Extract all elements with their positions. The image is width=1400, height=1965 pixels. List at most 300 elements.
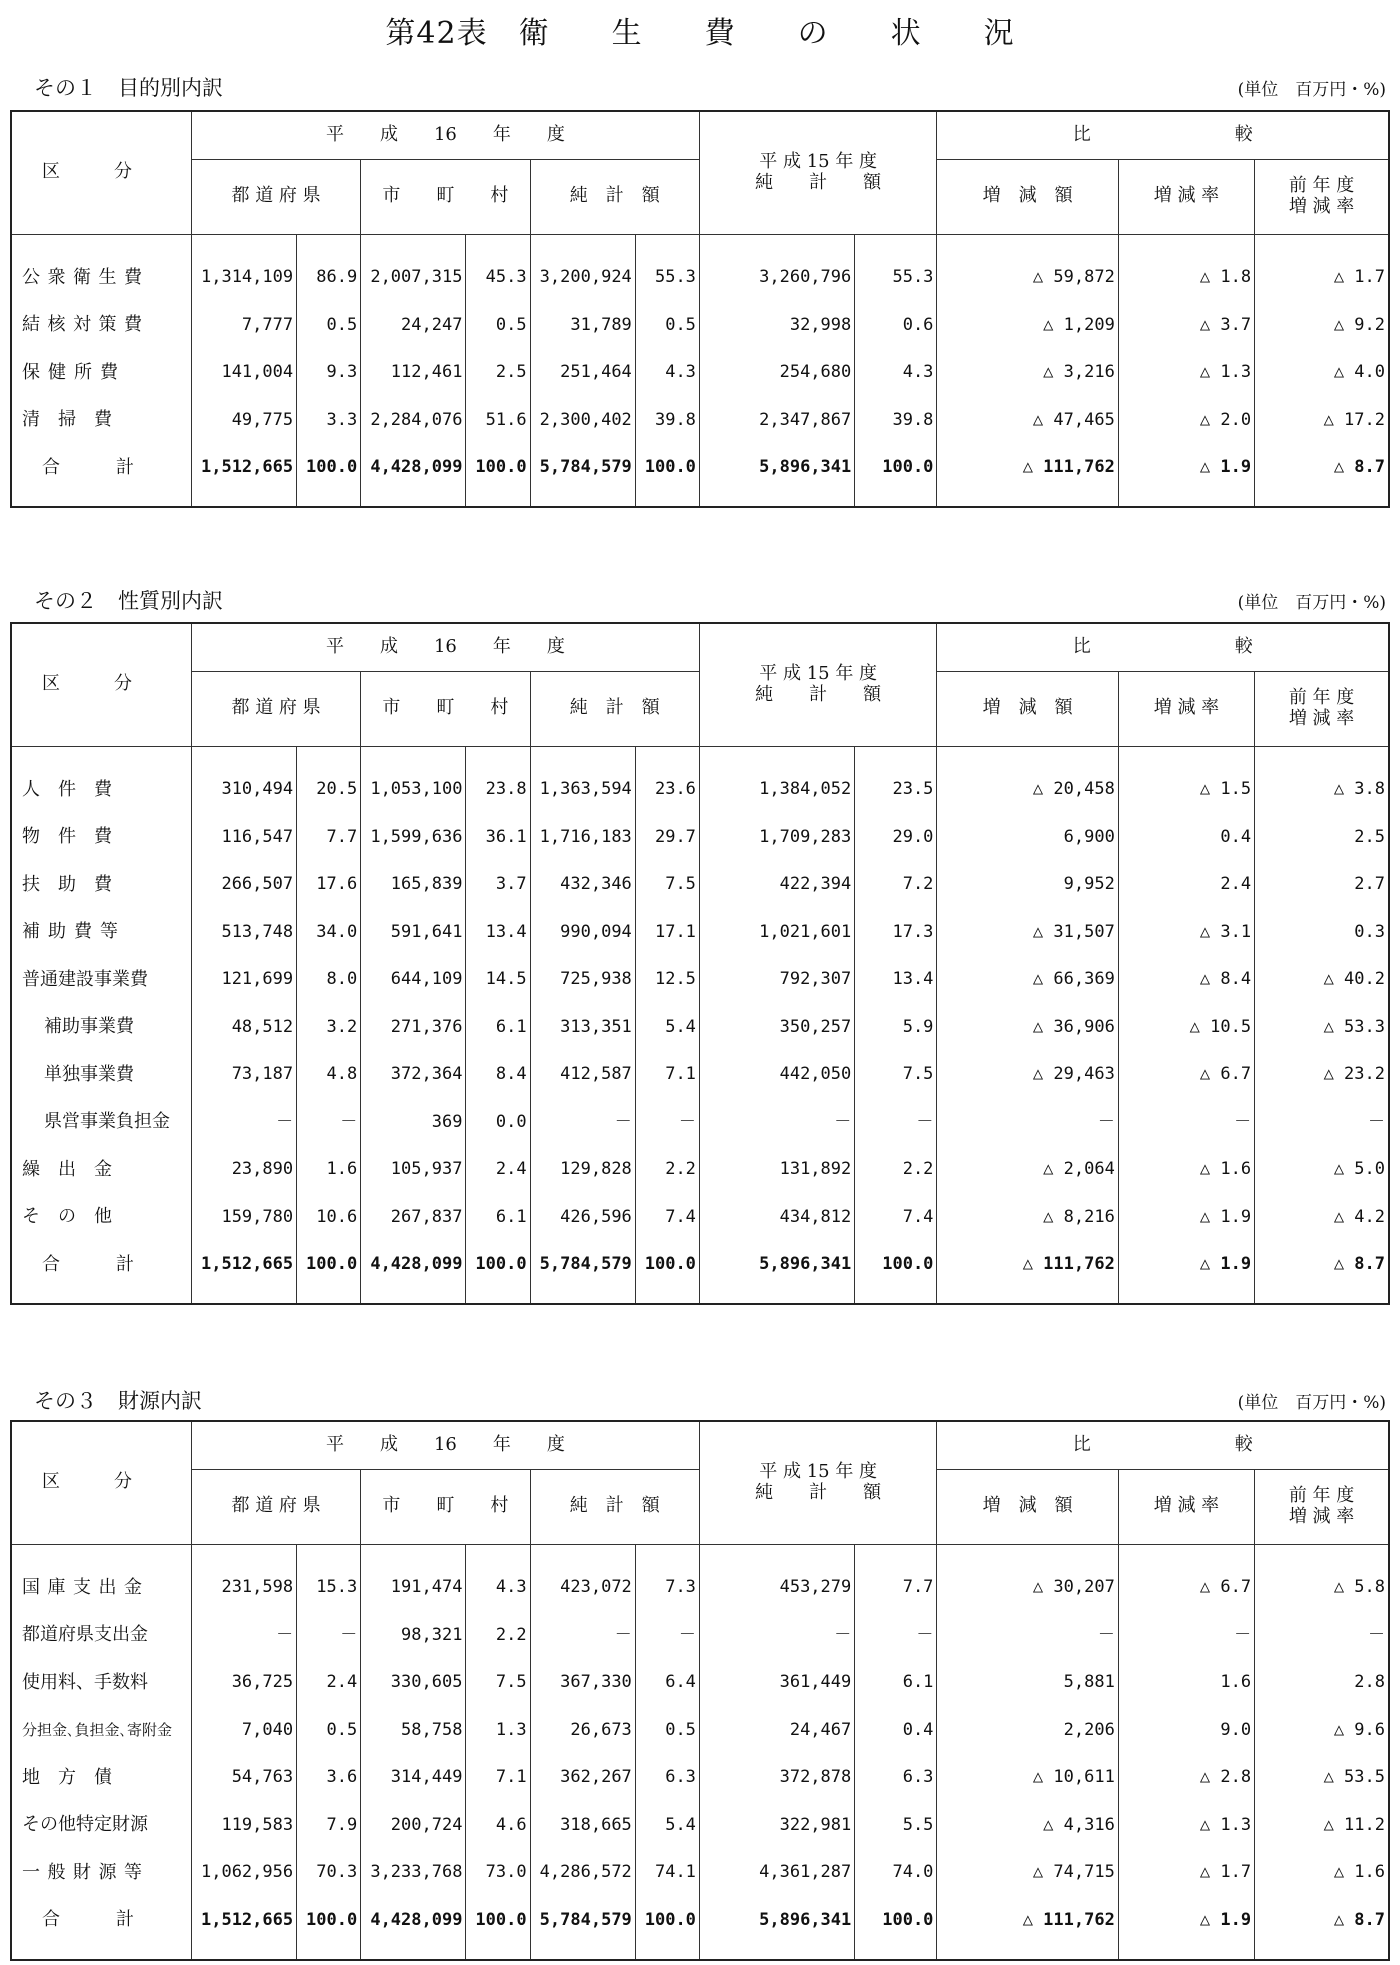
table-cell: 5.5 — [855, 1802, 937, 1850]
table-cell: △ 6.7 — [1118, 1565, 1254, 1613]
row-label — [11, 302, 191, 350]
table-cell: － — [635, 1099, 699, 1147]
table-cell: 31,789 — [530, 302, 635, 350]
table-cell: △ 53.3 — [1255, 1004, 1389, 1052]
table-row — [11, 1707, 1389, 1755]
table-cell: △ 3.1 — [1118, 909, 1254, 957]
table-cell: 434,812 — [699, 1194, 854, 1242]
table-cell: 100.0 — [466, 1897, 530, 1945]
header-kubun: 区 分 — [11, 111, 191, 234]
table-cell: 8.0 — [297, 957, 361, 1005]
table-cell: 426,596 — [530, 1194, 635, 1242]
table-cell: 74.1 — [635, 1850, 699, 1898]
table-cell: 159,780 — [191, 1194, 296, 1242]
table-cell: 9.3 — [297, 350, 361, 398]
header-zougenritsu: 増 減 率 — [1118, 671, 1254, 746]
table-cell: 314,449 — [361, 1755, 466, 1803]
table-cell: 432,346 — [530, 862, 635, 910]
table-row — [11, 350, 1389, 398]
table-cell: 2,284,076 — [361, 397, 466, 445]
table-cell: 5.4 — [635, 1802, 699, 1850]
table-cell: 74.0 — [855, 1850, 937, 1898]
unit-label: (単位 百万円・%) — [1237, 593, 1386, 613]
table-cell: △ 111,762 — [937, 1897, 1118, 1945]
table-cell: 513,748 — [191, 909, 296, 957]
table-cell: 644,109 — [361, 957, 466, 1005]
table-cell: 453,279 — [699, 1565, 854, 1613]
table-cell: 1,363,594 — [530, 767, 635, 815]
table-cell: 1.3 — [466, 1707, 530, 1755]
table-cell: △ 40.2 — [1255, 957, 1389, 1005]
table-cell: 6.1 — [855, 1660, 937, 1708]
table-cell: △ 8.7 — [1255, 445, 1389, 493]
header-zennendo-line2: 増 減 率 — [1288, 1505, 1355, 1527]
header-todofuken: 都 道 府 県 — [191, 1469, 360, 1544]
table-cell: △ 8.7 — [1255, 1242, 1389, 1290]
table-cell: － — [1255, 1099, 1389, 1147]
table-cell: 48,512 — [191, 1004, 296, 1052]
table-cell: 1,512,665 — [191, 445, 296, 493]
table-cell: 7.5 — [855, 1052, 937, 1100]
table-row — [11, 1052, 1389, 1100]
row-label-text: 清掃費 — [22, 409, 112, 431]
row-label — [11, 1897, 191, 1945]
table-cell: 98,321 — [361, 1612, 466, 1660]
table-cell: 4.3 — [635, 350, 699, 398]
table-cell: － — [635, 1612, 699, 1660]
table-cell: 412,587 — [530, 1052, 635, 1100]
table-cell: 100.0 — [297, 1242, 361, 1290]
table-cell: △ 10.5 — [1118, 1004, 1254, 1052]
header-zennendo-line1: 前 年 度 — [1288, 1484, 1355, 1506]
table-cell: △ 3,216 — [937, 350, 1118, 398]
row-label — [11, 255, 191, 303]
table-cell: 267,837 — [361, 1194, 466, 1242]
table-cell: △ 30,207 — [937, 1565, 1118, 1613]
table-cell: 6.1 — [466, 1194, 530, 1242]
table-cell: 7.5 — [466, 1660, 530, 1708]
table-cell: 367,330 — [530, 1660, 635, 1708]
table-row — [11, 255, 1389, 303]
table-cell: 100.0 — [466, 445, 530, 493]
row-label — [11, 1660, 191, 1708]
table-cell: △ 1.9 — [1118, 445, 1254, 493]
table-cell: 39.8 — [855, 397, 937, 445]
row-label-text: 地方債 — [22, 1766, 112, 1788]
table-cell: 7.5 — [635, 862, 699, 910]
table-cell: 200,724 — [361, 1802, 466, 1850]
table-cell: 2,206 — [937, 1707, 1118, 1755]
table-cell: 0.5 — [635, 302, 699, 350]
table-cell: － — [530, 1612, 635, 1660]
row-label — [11, 909, 191, 957]
row-label — [11, 445, 191, 493]
row-label — [11, 1802, 191, 1850]
header-zougengaku: 増 減 額 — [937, 159, 1118, 234]
row-label-text: 保健所費 — [22, 361, 118, 383]
row-label-text: 合計 — [42, 1909, 134, 1931]
table-cell: 372,878 — [699, 1755, 854, 1803]
header-h15 — [699, 623, 937, 746]
table-cell: 7.2 — [855, 862, 937, 910]
table-cell: 990,094 — [530, 909, 635, 957]
table-cell: △ 31,507 — [937, 909, 1118, 957]
table-row — [11, 1755, 1389, 1803]
table-cell: － — [937, 1099, 1118, 1147]
header-hikaku: 比 較 — [937, 1421, 1389, 1469]
header-h15-line1: 平 成 15 年 度 — [759, 151, 878, 173]
table-cell: 4.3 — [855, 350, 937, 398]
table-cell: 32,998 — [699, 302, 854, 350]
table-cell: 1,314,109 — [191, 255, 296, 303]
table-cell: 5.9 — [855, 1004, 937, 1052]
table-cell: △ 66,369 — [937, 957, 1118, 1005]
table-cell: 7.4 — [855, 1194, 937, 1242]
table-cell: 6.4 — [635, 1660, 699, 1708]
header-zougenritsu: 増 減 率 — [1118, 159, 1254, 234]
table-row — [11, 1565, 1389, 1613]
row-label-text: 公衆衛生費 — [22, 266, 142, 288]
section-title: その２ 性質別内訳 — [34, 589, 223, 613]
table-cell: 7,777 — [191, 302, 296, 350]
table-cell: 100.0 — [635, 1242, 699, 1290]
table-cell: 131,892 — [699, 1147, 854, 1195]
table-cell: △ 1.9 — [1118, 1194, 1254, 1242]
section-table — [10, 110, 1390, 508]
table-cell: 9,952 — [937, 862, 1118, 910]
header-zennendo — [1255, 159, 1389, 234]
header-junkei: 純 計 額 — [530, 1469, 699, 1544]
table-row — [11, 1147, 1389, 1195]
header-todofuken: 都 道 府 県 — [191, 671, 360, 746]
table-row — [11, 1004, 1389, 1052]
table-cell: 3,233,768 — [361, 1850, 466, 1898]
table-cell: 1,512,665 — [191, 1242, 296, 1290]
table-cell: △ 4,316 — [937, 1802, 1118, 1850]
row-label-text: 補助費等 — [22, 921, 118, 943]
total-row — [11, 1897, 1389, 1945]
table-cell: 2,347,867 — [699, 397, 854, 445]
row-label — [11, 767, 191, 815]
table-row — [11, 909, 1389, 957]
section-table — [10, 622, 1390, 1305]
table-cell: △ 1.9 — [1118, 1242, 1254, 1290]
table-cell: 49,775 — [191, 397, 296, 445]
table-cell: 6.1 — [466, 1004, 530, 1052]
unit-label: (単位 百万円・%) — [1237, 80, 1386, 100]
row-label-text: その他 — [22, 1206, 112, 1228]
table-cell: 4,286,572 — [530, 1850, 635, 1898]
table-cell: 23.5 — [855, 767, 937, 815]
header-zennendo-line1: 前 年 度 — [1288, 686, 1355, 708]
table-cell: △ 1.7 — [1255, 255, 1389, 303]
header-hikaku: 比 較 — [937, 623, 1389, 671]
header-zennendo-line2: 増 減 率 — [1288, 707, 1355, 729]
table-cell: 369 — [361, 1099, 466, 1147]
table-cell: 2.2 — [466, 1612, 530, 1660]
header-zennendo — [1255, 1469, 1389, 1544]
table-cell: 15.3 — [297, 1565, 361, 1613]
table-cell: 254,680 — [699, 350, 854, 398]
table-cell: 0.5 — [466, 302, 530, 350]
header-h15 — [699, 1421, 937, 1544]
table-cell: 4.6 — [466, 1802, 530, 1850]
table-cell: － — [699, 1612, 854, 1660]
table-cell: 3.7 — [466, 862, 530, 910]
table-cell: 100.0 — [855, 1242, 937, 1290]
header-kubun: 区 分 — [11, 1421, 191, 1544]
table-cell: 4.8 — [297, 1052, 361, 1100]
table-cell: 45.3 — [466, 255, 530, 303]
table-cell: △ 4.2 — [1255, 1194, 1389, 1242]
table-cell: 54,763 — [191, 1755, 296, 1803]
table-cell: 13.4 — [855, 957, 937, 1005]
unit-label: (単位 百万円・%) — [1237, 1393, 1386, 1413]
table-cell: △ 29,463 — [937, 1052, 1118, 1100]
row-label — [11, 397, 191, 445]
table-cell: 23.8 — [466, 767, 530, 815]
header-zennendo — [1255, 671, 1389, 746]
table-cell: 141,004 — [191, 350, 296, 398]
table-cell: 58,758 — [361, 1707, 466, 1755]
header-h16: 平 成 16 年 度 — [191, 1421, 699, 1469]
table-cell: － — [191, 1612, 296, 1660]
table-cell: 792,307 — [699, 957, 854, 1005]
table-cell: 121,699 — [191, 957, 296, 1005]
row-label-text: 合計 — [42, 1253, 134, 1275]
table-cell: 5,881 — [937, 1660, 1118, 1708]
table-cell: 55.3 — [635, 255, 699, 303]
table-cell: 313,351 — [530, 1004, 635, 1052]
table-cell: △ 59,872 — [937, 255, 1118, 303]
table-cell: 7.1 — [635, 1052, 699, 1100]
row-label — [11, 1850, 191, 1898]
row-label-text: 分担金､負担金､寄附金 — [22, 1721, 173, 1740]
table-cell: △ 6.7 — [1118, 1052, 1254, 1100]
page-title: 第42表 衛 生 費 の 状 況 — [385, 16, 1015, 51]
row-label-text: 単独事業費 — [44, 1063, 134, 1085]
table-cell: 70.3 — [297, 1850, 361, 1898]
table-cell: 100.0 — [466, 1242, 530, 1290]
table-cell: 36.1 — [466, 814, 530, 862]
total-row — [11, 445, 1389, 493]
row-label-text: 県営事業負担金 — [44, 1111, 170, 1133]
table-cell: 23.6 — [635, 767, 699, 815]
table-cell: △ 1.3 — [1118, 1802, 1254, 1850]
table-cell: 318,665 — [530, 1802, 635, 1850]
table-cell: 191,474 — [361, 1565, 466, 1613]
table-cell: 7,040 — [191, 1707, 296, 1755]
table-cell: 24,467 — [699, 1707, 854, 1755]
table-cell: 423,072 — [530, 1565, 635, 1613]
row-label — [11, 1099, 191, 1147]
table-cell: △ 4.0 — [1255, 350, 1389, 398]
row-label-text: 普通建設事業費 — [22, 968, 148, 990]
header-h15-line2: 純 計 額 — [755, 171, 882, 193]
table-cell: 251,464 — [530, 350, 635, 398]
section-table — [10, 1420, 1390, 1961]
table-cell: 20.5 — [297, 767, 361, 815]
row-label — [11, 1707, 191, 1755]
table-cell: 5,784,579 — [530, 1897, 635, 1945]
table-cell: 0.6 — [855, 302, 937, 350]
table-cell: 422,394 — [699, 862, 854, 910]
table-cell: △ 74,715 — [937, 1850, 1118, 1898]
table-cell: △ 1.5 — [1118, 767, 1254, 815]
row-label — [11, 350, 191, 398]
table-cell: 100.0 — [635, 445, 699, 493]
table-cell: △ 36,906 — [937, 1004, 1118, 1052]
table-cell: 4,361,287 — [699, 1850, 854, 1898]
table-cell: 1.6 — [297, 1147, 361, 1195]
table-cell: △ 9.2 — [1255, 302, 1389, 350]
header-junkei: 純 計 額 — [530, 671, 699, 746]
row-label — [11, 1755, 191, 1803]
section-title: その３ 財源内訳 — [34, 1389, 202, 1413]
table-cell: － — [937, 1612, 1118, 1660]
table-cell: 5,784,579 — [530, 445, 635, 493]
header-shichoson: 市 町 村 — [361, 159, 530, 234]
table-cell: 7.7 — [297, 814, 361, 862]
table-cell: 361,449 — [699, 1660, 854, 1708]
table-cell: △ 3.7 — [1118, 302, 1254, 350]
table-cell: 100.0 — [855, 445, 937, 493]
table-cell: 17.6 — [297, 862, 361, 910]
table-cell: △ 5.0 — [1255, 1147, 1389, 1195]
table-cell: 2.7 — [1255, 862, 1389, 910]
table-cell: △ 1.7 — [1118, 1850, 1254, 1898]
table-cell: △ 17.2 — [1255, 397, 1389, 445]
table-cell: △ 20,458 — [937, 767, 1118, 815]
table-cell: 271,376 — [361, 1004, 466, 1052]
table-cell: 3.2 — [297, 1004, 361, 1052]
table-cell: 13.4 — [466, 909, 530, 957]
row-label-text: 一般財源等 — [22, 1861, 142, 1883]
table-cell: 29.0 — [855, 814, 937, 862]
header-h15-line2: 純 計 額 — [755, 683, 882, 705]
table-cell: － — [855, 1099, 937, 1147]
table-cell: △ 111,762 — [937, 445, 1118, 493]
table-row — [11, 767, 1389, 815]
table-cell: 362,267 — [530, 1755, 635, 1803]
table-cell: 591,641 — [361, 909, 466, 957]
table-cell: 0.0 — [466, 1099, 530, 1147]
row-label-text: 使用料、手数料 — [22, 1671, 148, 1693]
table-cell: 17.1 — [635, 909, 699, 957]
table-cell: 14.5 — [466, 957, 530, 1005]
row-label-text: 繰出金 — [22, 1158, 112, 1180]
table-cell: － — [1118, 1612, 1254, 1660]
table-cell: 119,583 — [191, 1802, 296, 1850]
table-cell: 2.2 — [855, 1147, 937, 1195]
row-label — [11, 1052, 191, 1100]
row-label — [11, 957, 191, 1005]
table-cell: △ 1.6 — [1255, 1850, 1389, 1898]
table-cell: △ 9.6 — [1255, 1707, 1389, 1755]
table-cell: △ 8.4 — [1118, 957, 1254, 1005]
table-cell: 266,507 — [191, 862, 296, 910]
table-row — [11, 1850, 1389, 1898]
table-cell: 2.5 — [1255, 814, 1389, 862]
table-row — [11, 302, 1389, 350]
table-cell: △ 2,064 — [937, 1147, 1118, 1195]
row-label-text: 国庫支出金 — [22, 1576, 142, 1598]
row-label-text: 扶助費 — [22, 873, 112, 895]
table-cell: △ 5.8 — [1255, 1565, 1389, 1613]
table-cell: 2.5 — [466, 350, 530, 398]
table-cell: 5,784,579 — [530, 1242, 635, 1290]
table-cell: △ 11.2 — [1255, 1802, 1389, 1850]
table-cell: 7.4 — [635, 1194, 699, 1242]
row-label — [11, 1147, 191, 1195]
table-cell: 4,428,099 — [361, 445, 466, 493]
header-kubun: 区 分 — [11, 623, 191, 746]
table-cell: 12.5 — [635, 957, 699, 1005]
table-cell: 442,050 — [699, 1052, 854, 1100]
table-cell: △ 111,762 — [937, 1242, 1118, 1290]
row-label — [11, 1004, 191, 1052]
table-cell: 51.6 — [466, 397, 530, 445]
header-h15-line1: 平 成 15 年 度 — [759, 1461, 878, 1483]
table-cell: 17.3 — [855, 909, 937, 957]
table-cell: 2.4 — [1118, 862, 1254, 910]
table-cell: 10.6 — [297, 1194, 361, 1242]
table-cell: － — [1118, 1099, 1254, 1147]
table-cell: 100.0 — [297, 445, 361, 493]
table-cell: － — [297, 1612, 361, 1660]
table-cell: 165,839 — [361, 862, 466, 910]
header-hikaku: 比 較 — [937, 111, 1389, 159]
header-zougengaku: 増 減 額 — [937, 1469, 1118, 1544]
table-row — [11, 397, 1389, 445]
table-cell: 2.4 — [297, 1660, 361, 1708]
table-cell: 350,257 — [699, 1004, 854, 1052]
header-h16: 平 成 16 年 度 — [191, 623, 699, 671]
table-cell: 0.5 — [635, 1707, 699, 1755]
table-row — [11, 862, 1389, 910]
section-title: その１ 目的別内訳 — [34, 76, 223, 100]
header-todofuken: 都 道 府 県 — [191, 159, 360, 234]
table-cell: 725,938 — [530, 957, 635, 1005]
table-cell: 0.5 — [297, 302, 361, 350]
table-cell: － — [1255, 1612, 1389, 1660]
table-row — [11, 1802, 1389, 1850]
table-cell: 1.6 — [1118, 1660, 1254, 1708]
table-cell: 7.3 — [635, 1565, 699, 1613]
total-row — [11, 1242, 1389, 1290]
table-cell: 3.6 — [297, 1755, 361, 1803]
table-cell: △ 10,611 — [937, 1755, 1118, 1803]
row-label — [11, 1242, 191, 1290]
table-cell: 0.3 — [1255, 909, 1389, 957]
row-label — [11, 862, 191, 910]
table-row — [11, 957, 1389, 1005]
table-cell: 116,547 — [191, 814, 296, 862]
table-cell: 322,981 — [699, 1802, 854, 1850]
table-cell: 23,890 — [191, 1147, 296, 1195]
row-label-text: 合計 — [42, 456, 134, 478]
table-cell: 5,896,341 — [699, 1242, 854, 1290]
header-h15 — [699, 111, 937, 234]
table-cell: 2.8 — [1255, 1660, 1389, 1708]
table-cell: 1,384,052 — [699, 767, 854, 815]
header-junkei: 純 計 額 — [530, 159, 699, 234]
table-cell: 3,200,924 — [530, 255, 635, 303]
table-cell: － — [191, 1099, 296, 1147]
table-cell: 310,494 — [191, 767, 296, 815]
header-shichoson: 市 町 村 — [361, 671, 530, 746]
row-label — [11, 1565, 191, 1613]
